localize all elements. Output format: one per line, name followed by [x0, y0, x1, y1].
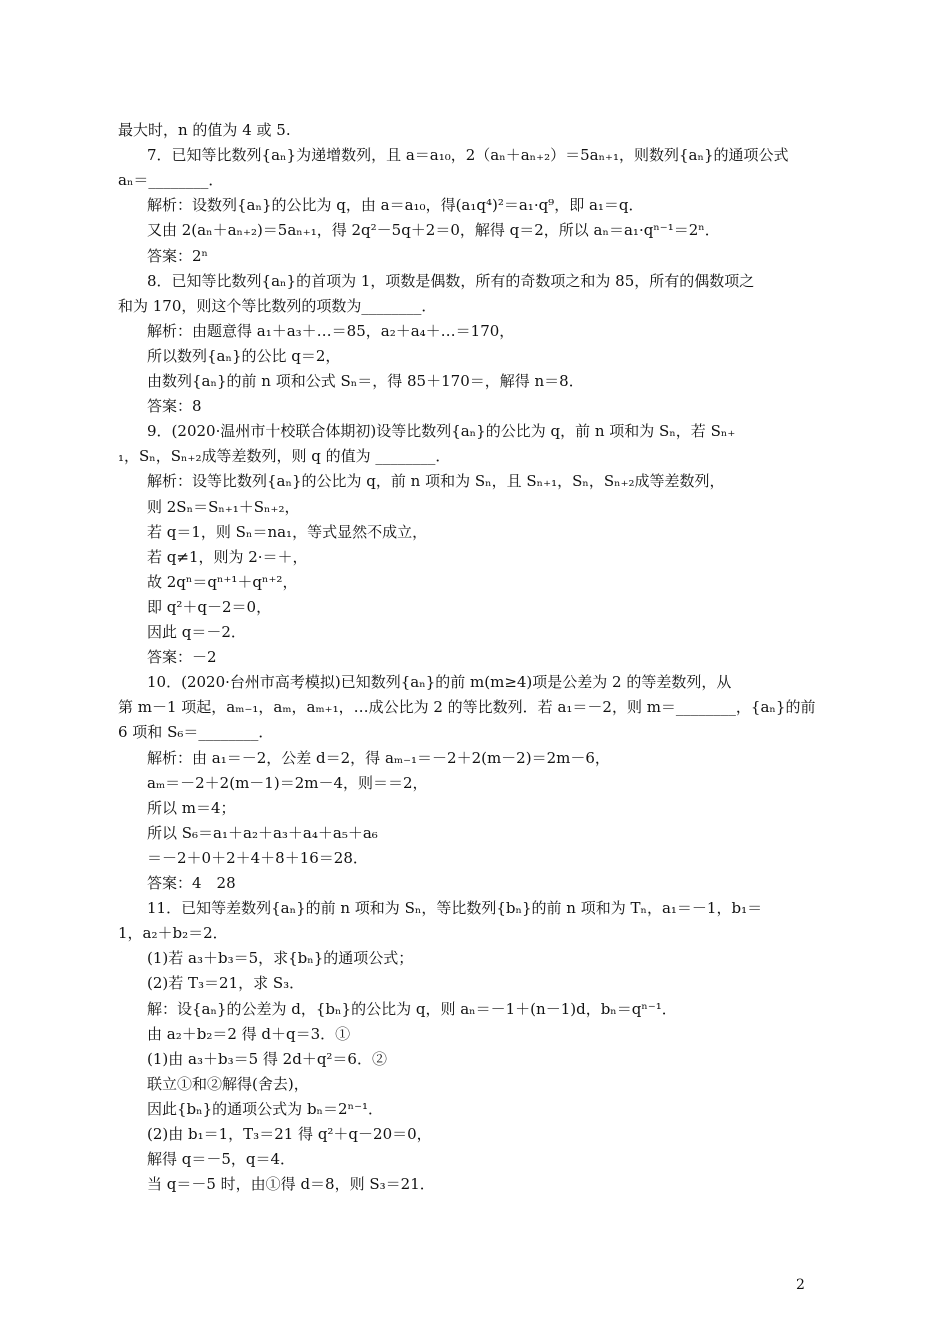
text-line: 解析：设等比数列{aₙ}的公比为 q，前 n 项和为 Sₙ，且 Sₙ₊₁，Sₙ，Sₙ₊₂成等差数列，	[147, 472, 725, 491]
text-line: 第 m－1 项起，aₘ₋₁，aₘ，aₘ₊₁，…成公比为 2 的等比数列．若 a₁＝－2，则 m＝________，{aₙ}的前	[118, 698, 816, 717]
text-line: 因此{bₙ}的通项公式为 bₙ＝2ⁿ⁻¹．	[147, 1099, 384, 1118]
text-line: 答案：－2	[147, 648, 217, 667]
text-line: 答案：2ⁿ	[147, 246, 209, 265]
text-line: 解析：由 a₁＝－2，公差 d＝2，得 aₘ₋₁＝－2＋2(m－2)＝2m－6，	[147, 748, 610, 767]
text-line: 答案：4 28	[147, 874, 236, 892]
text-line: 即 q²＋q－2＝0，	[147, 597, 272, 616]
text-line: 当 q＝－5 时，由①得 d＝8，则 S₃＝21．	[147, 1175, 435, 1194]
text-line: 7．已知等比数列{aₙ}为递增数列，且 a＝a₁₀，2（aₙ＋aₙ₊₂）＝5aₙ₊₁，则数列{aₙ}的通项公式	[147, 146, 789, 165]
text-line: 因此 q＝－2．	[147, 623, 246, 641]
text-line: ₁，Sₙ，Sₙ₊₂成等差数列，则 q 的值为 ________．	[118, 447, 451, 466]
text-line: aₘ＝－2＋2(m－1)＝2m－4，则＝＝2，	[147, 773, 428, 792]
text-line: (1)若 a₃＋b₃＝5，求{bₙ}的通项公式；	[147, 949, 414, 968]
text-line: 1，a₂＋b₂＝2．	[118, 924, 228, 943]
text-line: 6 项和 S₆＝________．	[118, 723, 274, 742]
text-line: 解析：由题意得 a₁＋a₃＋…＝85，a₂＋a₄＋…＝170，	[147, 321, 515, 340]
text-line: 所以数列{aₙ}的公比 q＝2，	[147, 346, 341, 365]
text-line: 10．(2020·台州市高考模拟)已知数列{aₙ}的前 m(m≥4)项是公差为 2 的等差数列，从	[147, 673, 732, 692]
text-line: 解得 q＝－5，q＝4．	[147, 1150, 296, 1169]
page-number: 2	[796, 1277, 805, 1293]
text-line: 11．已知等差数列{aₙ}的前 n 项和为 Sₙ，等比数列{bₙ}的前 n 项和为 Tₙ，a₁＝－1，b₁＝	[147, 899, 763, 918]
text-line: 则 2Sₙ＝Sₙ₊₁＋Sₙ₊₂，	[147, 497, 300, 516]
text-line: 8．已知等比数列{aₙ}的首项为 1，项数是偶数，所有的奇数项之和为 85，所有的偶数项之	[147, 271, 755, 290]
text-line: 所以 S₆＝a₁＋a₂＋a₃＋a₄＋a₅＋a₆	[147, 823, 378, 842]
text-line: 解：设{aₙ}的公差为 d，{bₙ}的公比为 q，则 aₙ＝－1＋(n－1)d，bₙ＝qⁿ⁻¹．	[147, 999, 677, 1018]
text-line: 解析：设数列{aₙ}的公比为 q，由 a＝a₁₀，得(a₁q⁴)²＝a₁·q⁹，即 a₁＝q．	[147, 196, 644, 215]
text-line: 由数列{aₙ}的前 n 项和公式 Sₙ＝，得 85＋170＝，解得 n＝8．	[147, 372, 584, 390]
text-line: ＝－2＋0＋2＋4＋8＋16＝28．	[147, 848, 368, 867]
text-line: 最大时，n 的值为 4 或 5.	[118, 121, 291, 139]
text-line: 所以 m＝4；	[147, 798, 236, 817]
text-line: (2)由 b₁＝1，T₃＝21 得 q²＋q－20＝0，	[147, 1125, 432, 1143]
text-line: 联立①和②解得(舍去)，	[147, 1074, 309, 1093]
text-line: 又由 2(aₙ＋aₙ₊₂)＝5aₙ₊₁，得 2q²－5q＋2＝0，解得 q＝2，所以 aₙ＝a₁·qⁿ⁻¹＝2ⁿ．	[147, 221, 720, 240]
text-line: 故 2qⁿ＝qⁿ⁺¹＋qⁿ⁺²，	[147, 572, 298, 591]
text-line: 9．(2020·温州市十校联合体期初)设等比数列{aₙ}的公比为 q，前 n 项和为 Sₙ，若 Sₙ₊	[147, 422, 736, 441]
text-line: (2)若 T₃＝21，求 S₃．	[147, 974, 305, 993]
text-line: 和为 170，则这个等比数列的项数为________．	[118, 296, 437, 315]
text-line: 答案：8	[147, 397, 202, 416]
text-line: 由 a₂＋b₂＝2 得 d＋q＝3．①	[147, 1024, 351, 1043]
text-line: 若 q≠1，则为 2·＝＋，	[147, 547, 308, 566]
text-line: 若 q＝1，则 Sₙ＝na₁，等式显然不成立，	[147, 522, 428, 541]
text-line: aₙ＝________．	[118, 171, 224, 190]
text-line: (1)由 a₃＋b₃＝5 得 2d＋q²＝6．②	[147, 1049, 387, 1068]
